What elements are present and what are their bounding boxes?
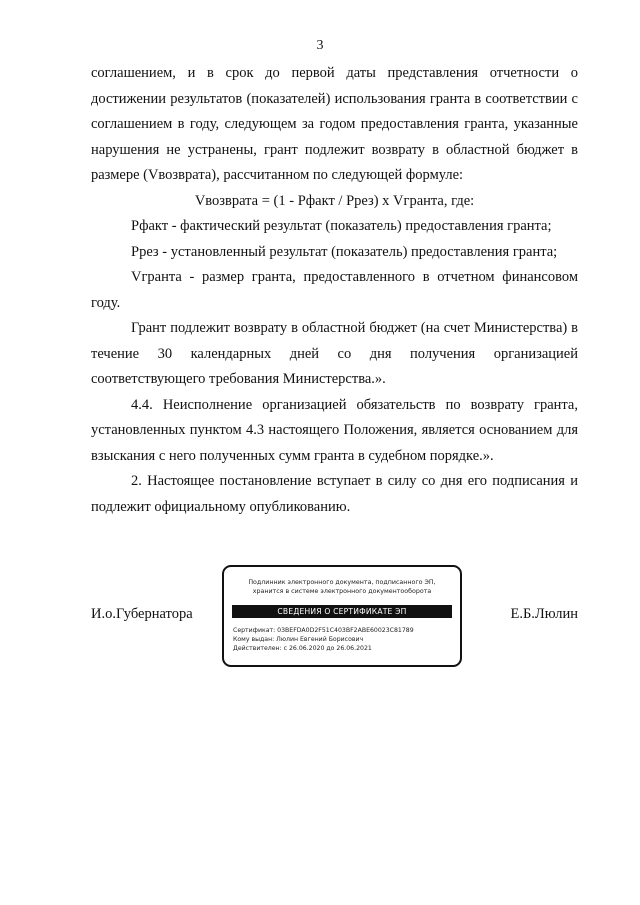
stamp-issued-to: Кому выдан: Люлин Евгений Борисович: [233, 636, 364, 643]
stamp-caption: [224, 578, 460, 596]
paragraph-continuation: соглашением, и в срок до первой даты представления отчетности о достижении результатов (показателей) использования гранта в соответствии с соглашением в году, следующем за годом предоставления гранта, указанные нарушения не устранены, грант подлежит возврату в областной бюджет в размере (Vвозврата), рассчитанном по следующей формуле:: [91, 65, 578, 183]
page-number: 3: [316, 38, 324, 53]
stamp-details: [233, 626, 460, 653]
stamp-caption-line-1: Подлинник электронного документа, подписанного ЭП,: [248, 579, 436, 586]
electronic-signature-stamp: [222, 565, 462, 667]
stamp-header: СВЕДЕНИЯ О СЕРТИФИКАТЕ ЭП: [232, 605, 452, 618]
signatory-name: Е.Б.Люлин: [510, 606, 578, 622]
signatory-position: И.о.Губернатора: [91, 606, 193, 622]
paragraph-4-4: 4.4. Неисполнение организацией обязательств по возврату гранта, установленных пунктом 4.3 настоящего Положения, является основанием для взыскания с него полученных сумм гранта в судебном порядке.».: [91, 396, 578, 464]
paragraph-effective: 2. Настоящее постановление вступает в силу со дня его подписания и подлежит официальному опубликованию.: [91, 473, 578, 515]
document-body: [91, 61, 578, 520]
stamp-validity: Действителен: с 26.06.2020 до 26.06.2021: [233, 645, 372, 652]
stamp-caption-line-2: хранится в системе электронного документооборота: [252, 588, 432, 595]
stamp-certificate: Сертификат: 03BEFDA0D2F51C403BF2ABE60023C81789: [233, 627, 414, 634]
paragraph-return: Грант подлежит возврату в областной бюджет (на счет Министерства) в течение 30 календарных дней со дня получения организацией соответствующего требования Министерства.».: [91, 320, 578, 387]
definition-rfakt: Рфакт - фактический результат (показатель) предоставления гранта;: [131, 218, 552, 234]
definition-vgranta: Vгранта - размер гранта, предоставленного в отчетном финансовом году.: [91, 269, 578, 311]
definition-rrez: Ррез - установленный результат (показатель) предоставления гранта;: [131, 243, 558, 260]
formula: Vвозврата = (1 - Рфакт / Ррез) х Vгранта, где:: [194, 192, 475, 209]
